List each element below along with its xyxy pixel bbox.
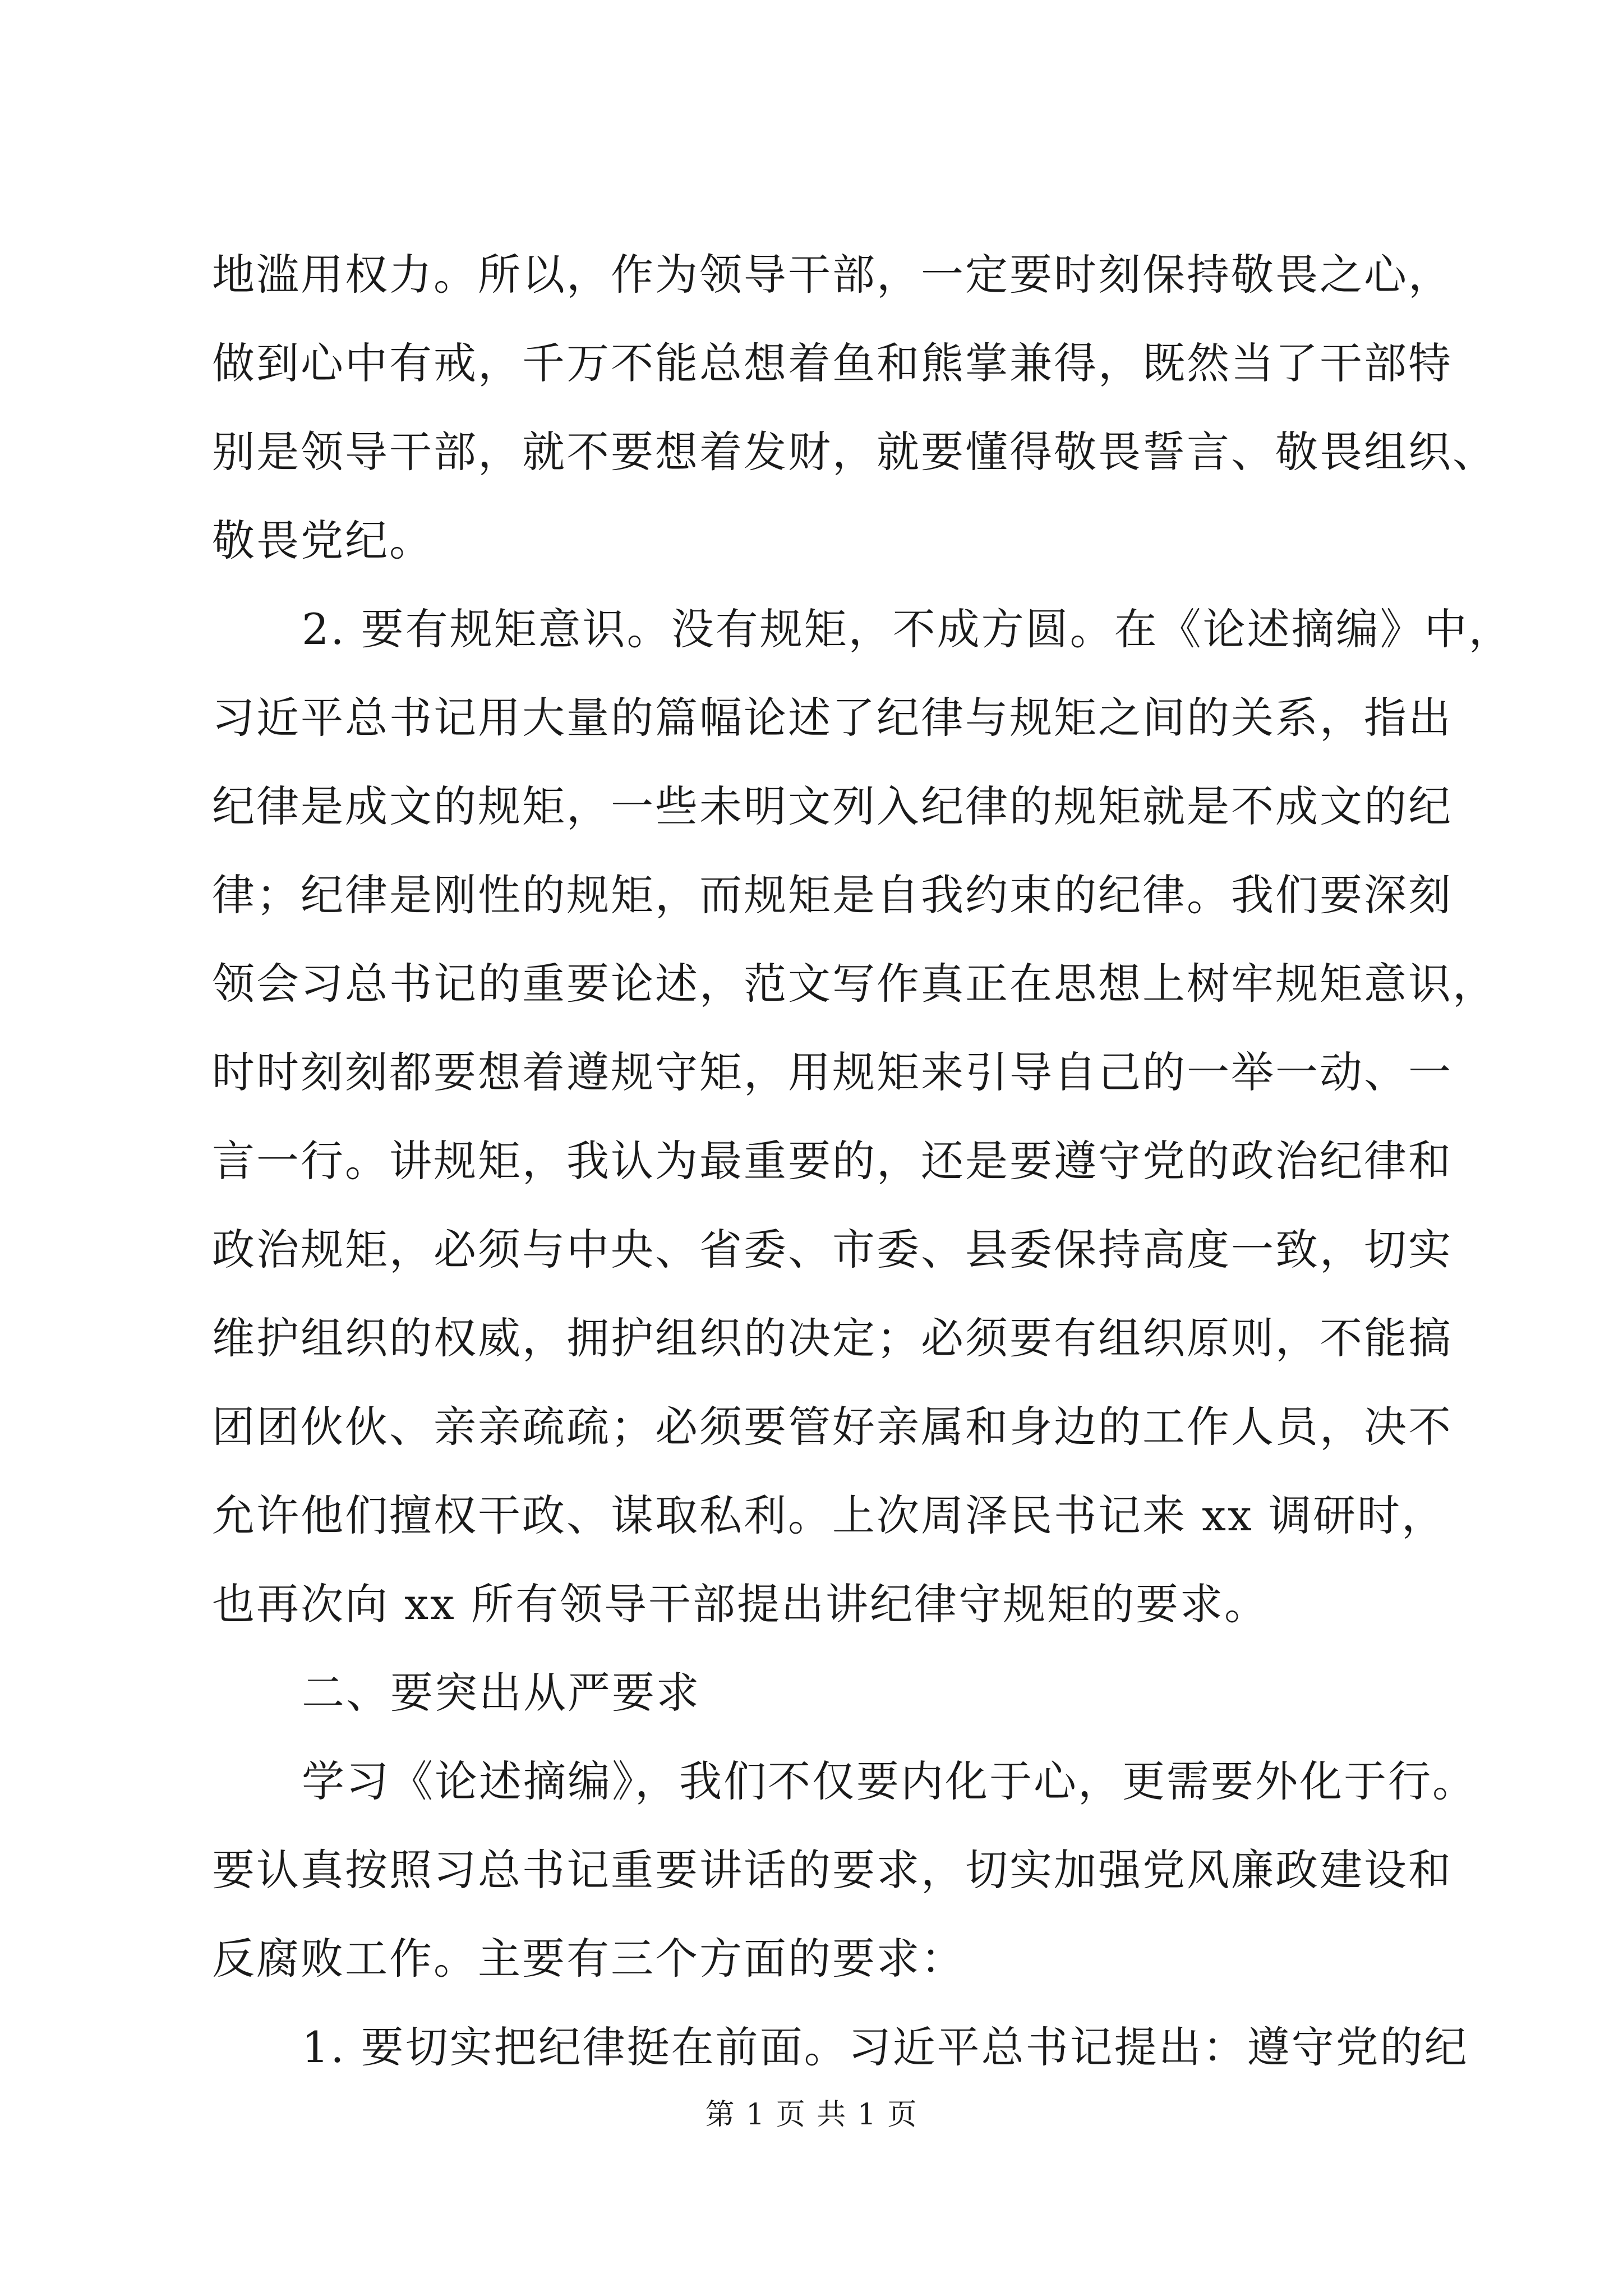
text-line: 纪律是成文的规矩，一些未明文列入纪律的规矩就是不成文的纪 [212,781,1453,831]
text-line: 言一行。讲规矩，我认为最重要的，还是要遵守党的政治纪律和 [212,1136,1453,1186]
section-heading: 二、要突出从严要求 [302,1668,700,1718]
text-line: 律；纪律是刚性的规矩，而规矩是自我约束的纪律。我们要深刻 [212,870,1453,920]
text-line: 政治规矩，必须与中央、省委、市委、县委保持高度一致，切实 [212,1225,1453,1274]
text-line: 敬畏党纪。 [212,516,434,565]
text-line: 别是领导干部，就不要想着发财，就要懂得敬畏誓言、敬畏组织、 [212,427,1497,477]
paragraph-start-line: 学习《论述摘编》，我们不仅要内化于心，更需要外化于行。 [302,1756,1477,1806]
text-line: 地滥用权力。所以，作为领导干部，一定要时刻保持敬畏之心， [212,250,1453,300]
paragraph-start-line: 2. 要有规矩意识。没有规矩，不成方圆。在《论述摘编》中， [302,604,1513,654]
paragraph-start-line: 1. 要切实把纪律挺在前面。习近平总书记提出：遵守党的纪 [302,2022,1469,2072]
text-line: 领会习总书记的重要论述，范文写作真正在思想上树牢规矩意识， [212,959,1497,1009]
text-line: 允许他们擅权干政、谋取私利。上次周泽民书记来 xx 调研时， [212,1490,1446,1540]
page-footer: 第 1 页 共 1 页 [705,2098,918,2132]
text-line: 做到心中有戒，千万不能总想着鱼和熊掌兼得，既然当了干部特 [212,338,1453,388]
text-line: 反腐败工作。主要有三个方面的要求： [212,1934,965,1984]
text-line: 团团伙伙、亲亲疏疏；必须要管好亲属和身边的工作人员，决不 [212,1402,1453,1452]
text-line: 也再次向 xx 所有领导干部提出讲纪律守规矩的要求。 [212,1579,1269,1629]
text-line: 习近平总书记用大量的篇幅论述了纪律与规矩之间的关系，指出 [212,693,1453,743]
text-line: 时时刻刻都要想着遵规守矩，用规矩来引导自己的一举一动、一 [212,1047,1453,1097]
text-line: 维护组织的权威，拥护组织的决定；必须要有组织原则，不能搞 [212,1313,1453,1363]
text-line: 要认真按照习总书记重要讲话的要求，切实加强党风廉政建设和 [212,1845,1453,1895]
